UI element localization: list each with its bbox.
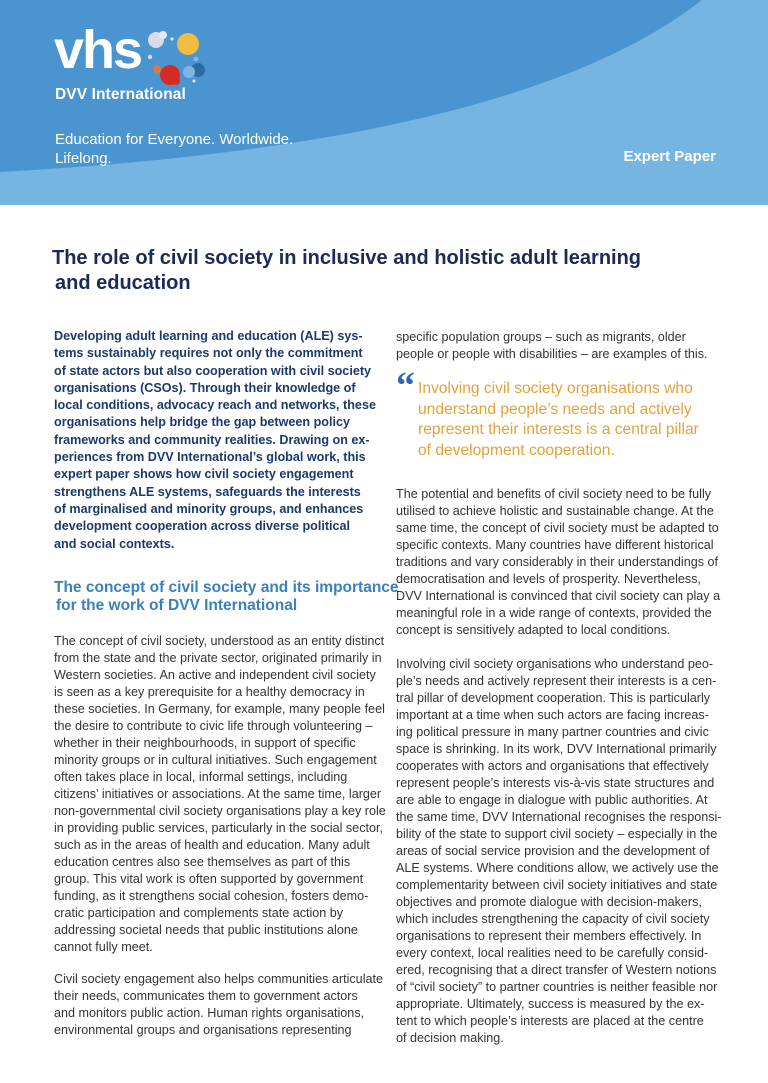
text-line: education centres also see themselves as part of this: [54, 855, 351, 869]
text-line: represent their interests is a central pillar: [418, 421, 699, 438]
title-line: and education: [55, 272, 191, 294]
text-line: complementarity between civil society initiatives and state: [396, 878, 718, 892]
text-line: periences from DVV International’s global work, this: [54, 450, 366, 465]
text-line: and monitors public action. Human rights organisations,: [54, 1006, 365, 1020]
text-line: of decision making.: [396, 1031, 504, 1045]
text-line: local conditions, advocacy reach and networks, these: [54, 398, 376, 413]
text-line: tent to which people’s interests are placed at the centre: [396, 1014, 704, 1028]
page-title: [52, 246, 712, 296]
text-line: organisations help bridge the gap between policy: [54, 415, 350, 430]
title-line: The role of civil society in inclusive and holistic adult learning: [52, 247, 642, 269]
text-line: Developing adult learning and education (ALE) sys-: [54, 329, 363, 343]
text-line: areas of social service provision and the development of: [396, 844, 710, 858]
text-line: addressing societal needs that public institutions alone: [54, 923, 358, 937]
body-paragraph-continuation: [396, 329, 714, 363]
text-line: of state actors but also cooperation with civil society: [54, 363, 372, 378]
text-line: their needs, communicates them to government actors: [54, 989, 358, 1003]
body-paragraph: [396, 656, 722, 1047]
text-line: in providing public services, particularly in the social sector,: [54, 821, 383, 835]
text-line: Involving civil society organisations who understand peo-: [396, 657, 714, 671]
document-type-label: Expert Paper: [623, 148, 716, 165]
section-heading-line: The concept of civil society and its importance: [54, 579, 399, 596]
text-line: tral pillar of development cooperation. This is particularly: [396, 691, 711, 705]
text-line: are able to engage in dialogue with public authorities. At: [396, 793, 708, 807]
text-line: every context, local realities need to be carefully consid-: [396, 946, 709, 960]
text-line: utilised to achieve holistic and sustainable change. At the: [396, 504, 714, 518]
text-line: objectives and promote dialogue with decision-makers,: [396, 895, 702, 909]
text-line: frameworks and community realities. Drawing on ex-: [54, 432, 370, 447]
text-line: understand people’s needs and actively: [418, 400, 692, 418]
text-line: organisations (CSOs). Through their knowledge of: [54, 380, 356, 395]
logo-bubbles-icon: [140, 26, 210, 86]
text-line: often takes place in local, informal settings, including: [54, 770, 348, 784]
text-line: minority groups or in cultural initiatives. Such engagement: [54, 753, 377, 767]
logo-wordmark: vhs: [54, 20, 142, 80]
body-paragraph: [54, 971, 383, 1039]
text-line: such as in the areas of health and education. Many adult: [54, 838, 370, 852]
text-line: cannot fully meet.: [54, 940, 153, 954]
text-line: whether in their neighbourhoods, in support of specific: [54, 736, 356, 750]
text-line: is seen as a key prerequisite for a healthy democracy in: [54, 685, 365, 699]
text-line: democratisation and levels of prosperity. Nevertheless,: [396, 572, 701, 586]
text-line: strengthens ALE systems, safeguards the interests: [54, 484, 361, 499]
text-line: space is shrinking. In its work, DVV International primarily: [396, 742, 717, 756]
text-line: DVV International is convinced that civil society can play a: [396, 589, 721, 603]
text-line: expert paper shows how civil society engagement: [54, 467, 354, 482]
text-line: Western societies. An active and independent civil society: [54, 668, 376, 682]
text-line: from the state and the private sector, originated primarily in: [54, 651, 382, 665]
text-line: funding, as it strengthens social cohesion, fosters demo-: [54, 889, 369, 903]
text-line: organisations to represent their members effectively. In: [396, 929, 702, 943]
text-line: same time, the concept of civil society must be adapted to: [396, 521, 719, 535]
text-line: represent people’s interests vis-à-vis state structures and: [396, 776, 715, 790]
text-line: appropriate. Ultimately, success is measured by the ex-: [396, 997, 705, 1011]
org-name: DVV International: [55, 86, 186, 103]
text-line: environmental groups and organisations representing: [54, 1023, 352, 1037]
text-line: of marginalised and minority groups, and enhances: [54, 501, 364, 516]
text-line: traditions and vary considerably in their understandings of: [396, 555, 719, 569]
text-line: which includes strengthening the capacity of civil society: [396, 912, 710, 926]
body-paragraph: [396, 486, 721, 639]
lead-paragraph: [54, 328, 376, 553]
text-line: these societies. In Germany, for example, many people feel: [54, 702, 385, 716]
tagline-line: Lifelong.: [55, 150, 112, 167]
text-line: specific contexts. Many countries have different historical: [396, 538, 714, 552]
text-line: non-governmental civil society organisations play a key role: [54, 804, 386, 818]
text-line: ple’s needs and actively represent their interests is a cen-: [396, 674, 717, 688]
text-line: group. This vital work is often supported by government: [54, 872, 364, 886]
text-line: people or people with disabilities – are examples of this.: [396, 347, 708, 361]
text-line: Involving civil society organisations who: [418, 380, 693, 397]
text-line: important at a time when such actors are facing increas-: [396, 708, 709, 722]
text-line: development cooperation across diverse political: [54, 519, 351, 534]
text-line: concept is sensitively adapted to local conditions.: [396, 623, 671, 637]
text-line: specific population groups – such as migrants, older: [396, 330, 686, 344]
text-line: bility of the state to support civil society – especially in the: [396, 827, 718, 841]
pull-quote-text: [418, 379, 728, 461]
text-line: Civil society engagement also helps communities articulate: [54, 972, 383, 986]
body-paragraph: [54, 633, 386, 956]
section-heading-line: for the work of DVV International: [56, 597, 298, 614]
header-banner: [0, 0, 768, 205]
text-line: the same time, DVV International recognises the responsi-: [396, 810, 722, 824]
section-heading: [54, 579, 399, 615]
text-line: the desire to contribute to civic life through volunteering –: [54, 719, 373, 733]
text-line: of development cooperation.: [418, 441, 615, 459]
text-line: cratic participation and complements state action by: [54, 906, 344, 920]
text-line: ing political pressure in many partner countries and civic: [396, 725, 709, 739]
text-line: citizens’ initiatives or associations. At the same time, larger: [54, 787, 382, 801]
text-line: ered, recognising that a direct transfer of Western notions: [396, 963, 717, 977]
text-line: cooperates with actors and organisations that effectively: [396, 759, 709, 773]
text-line: The concept of civil society, understood as an entity distinct: [54, 634, 385, 648]
text-line: ALE systems. Where conditions allow, we actively use the: [396, 861, 719, 875]
tagline-line: Education for Everyone. Worldwide.: [55, 131, 294, 148]
text-line: meaningful role in a wide range of contexts, provided the: [396, 606, 712, 620]
tagline: [55, 130, 355, 168]
text-line: The potential and benefits of civil society need to be fully: [396, 487, 712, 501]
text-line: and social contexts.: [54, 536, 175, 551]
quote-mark-icon: “: [396, 365, 415, 407]
text-line: tems sustainably requires not only the commitment: [54, 346, 363, 361]
text-line: of “civil society” to partner countries is neither feasible nor: [396, 980, 718, 994]
